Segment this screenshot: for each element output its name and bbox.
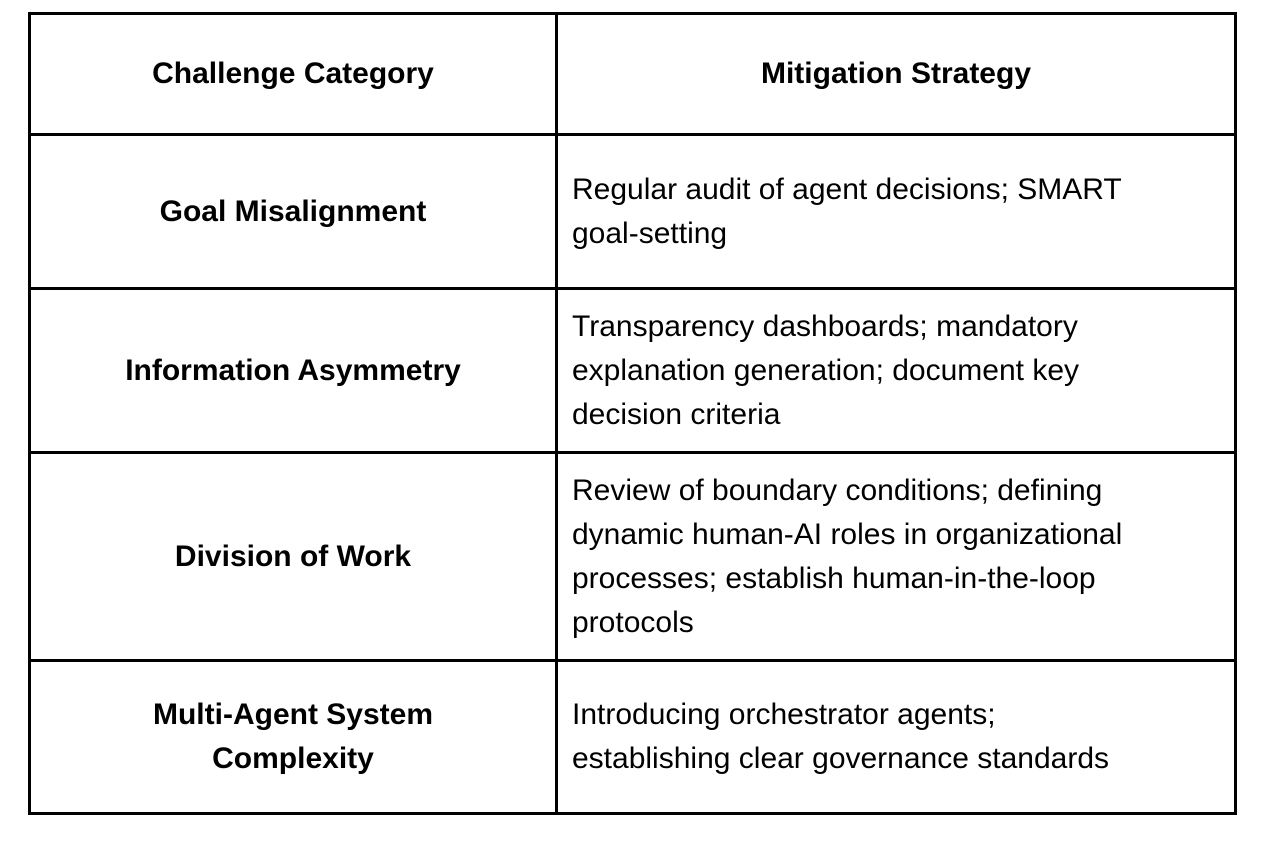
strategy-line: Transparency dashboards; mandatory [572, 309, 1078, 343]
category-cell [30, 453, 557, 661]
table-row [30, 289, 1236, 453]
strategy-line: Regular audit of agent decisions; SMART [572, 172, 1122, 206]
strategy-line: establishing clear governance standards [572, 742, 1109, 775]
category-text: Information Asymmetry [125, 353, 461, 387]
category-cell [30, 289, 557, 453]
table-row [30, 135, 1236, 289]
strategy-line: explanation generation; document key [572, 353, 1080, 387]
strategy-cell [557, 661, 1236, 814]
strategy-line: goal-setting [572, 216, 728, 250]
challenge-mitigation-table [28, 12, 1237, 815]
strategy-cell [557, 289, 1236, 453]
table-row [30, 661, 1236, 814]
table-container [28, 12, 1237, 815]
strategy-line: Introducing orchestrator agents; [572, 698, 996, 731]
strategy-line: protocols [572, 605, 694, 639]
category-line: Complexity [212, 742, 374, 775]
strategy-cell [557, 135, 1236, 289]
strategy-line: Review of boundary conditions; defining [572, 473, 1103, 507]
header-challenge-category: Challenge Category [30, 14, 557, 135]
strategy-cell [557, 453, 1236, 661]
category-cell [30, 135, 557, 289]
category-line: Multi-Agent System [152, 698, 434, 731]
table-row [30, 453, 1236, 661]
strategy-line: dynamic human-AI roles in organizational [572, 517, 1123, 551]
table-header-row [30, 14, 1236, 135]
strategy-line: processes; establish human-in-the-loop [572, 561, 1096, 595]
category-cell [30, 661, 557, 814]
category-text: Division of Work [174, 539, 412, 573]
header-mitigation-strategy: Mitigation Strategy [557, 14, 1236, 135]
strategy-line: decision criteria [572, 397, 781, 431]
category-text: Goal Misalignment [159, 194, 427, 228]
